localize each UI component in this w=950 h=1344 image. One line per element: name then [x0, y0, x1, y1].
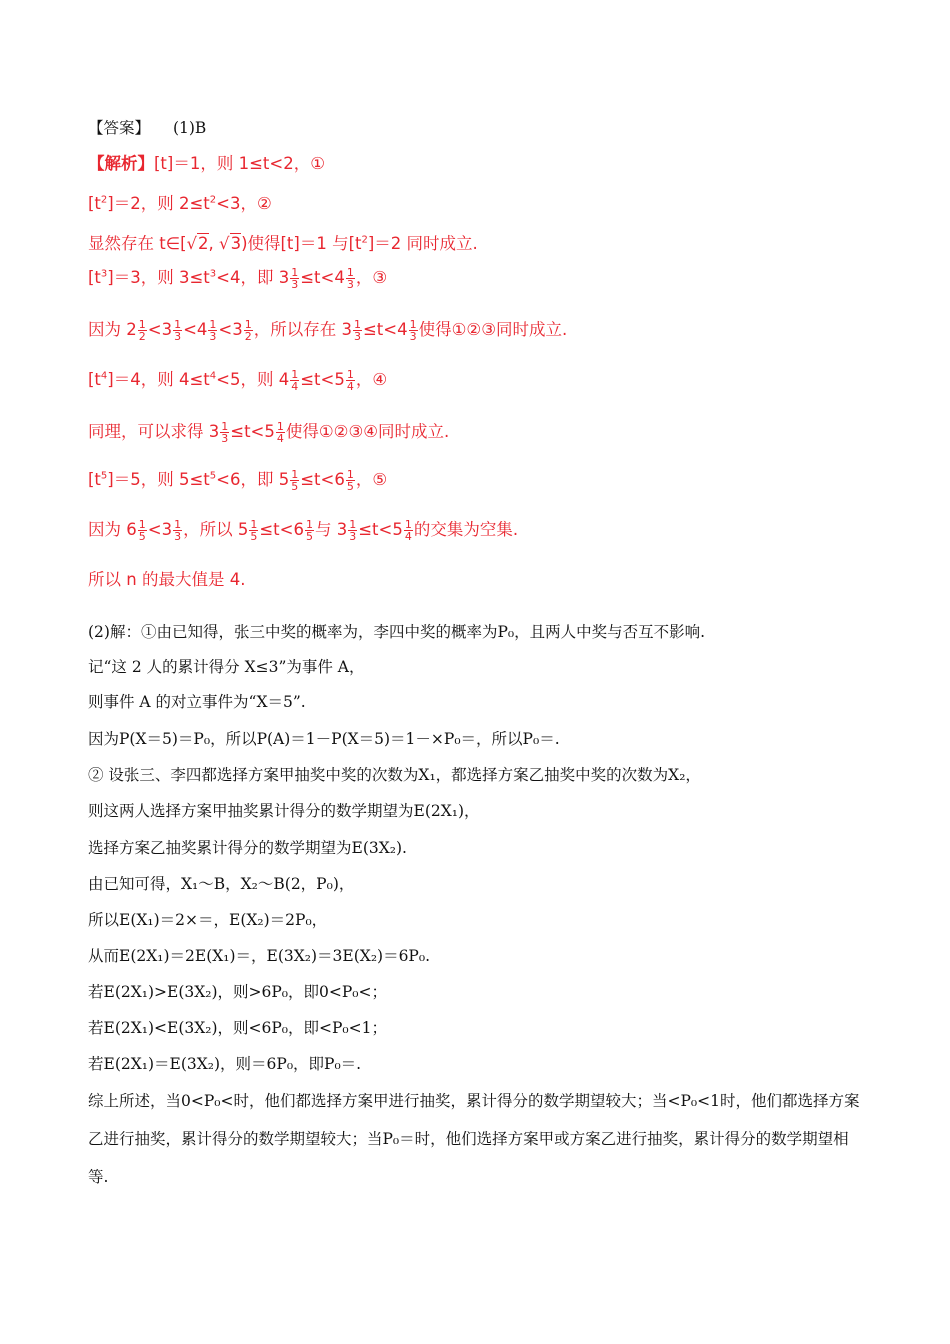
fraction: $\frac{1}{3}$ [174, 318, 182, 343]
part2-line-3: 则事件 A 的对立事件为“X＝5”. [88, 693, 306, 711]
fraction: $\frac{1}{3}$ [409, 318, 417, 343]
fraction: $\frac{1}{3}$ [221, 420, 229, 445]
analysis-line-2: $[t^2]=2$，则 $2\le t^2<3$，② [88, 194, 272, 213]
analysis-line-1: 【解析】[t]＝1，则 1≤t<2，① [88, 154, 325, 173]
part2-line-6: 则这两人选择方案甲抽奖累计得分的数学期望为E(2X₁)， [88, 802, 480, 820]
fraction: $\frac{1}{2}$ [244, 318, 252, 343]
analysis-line-3: 显然存在 t∈[√2, √3)使得[t]＝1 与$[t^2]=2$ 同时成立. [88, 234, 478, 253]
analysis-line-4: $[t^3]=3$，则 $3\le t^3<4$，即 3 $\frac{1}{3}$ ≤t<4 $\frac{1}{3}$ ，③ [88, 266, 388, 291]
analysis-label: 【解析】 [88, 154, 154, 173]
fraction: $\frac{1}{3}$ [209, 318, 217, 343]
fraction: $\frac{1}{3}$ [353, 318, 361, 343]
part2-line-7: 选择方案乙抽奖累计得分的数学期望为E(3X₂). [88, 839, 407, 857]
fraction: $\frac{1}{5}$ [250, 518, 258, 543]
fraction: $\frac{1}{4}$ [291, 368, 299, 393]
fraction: $\frac{1}{3}$ [349, 518, 357, 543]
part2-line-4: 因为P(X＝5)＝P₀，所以P(A)＝1－P(X＝5)＝1－×P₀＝，所以P₀＝. [88, 730, 560, 748]
analysis-line-5: 因为 2 $\frac{1}{2}$ <3 $\frac{1}{3}$ <4 $\frac{1}{3}$ <3 $\frac{1}{2}$ ，所以存在 3 $\frac{1}{3}$ ≤t<4 $\frac{1}{3}$ 使得①②③同时成立. [88, 318, 568, 343]
fraction: $\frac{1}{3}$ [346, 266, 354, 291]
part2-line-13: 若E(2X₁)＝E(3X₂)，则＝6P₀，即P₀＝. [88, 1055, 362, 1073]
fraction: $\frac{1}{4}$ [276, 420, 284, 445]
part2-line-12: 若E(2X₁)<E(3X₂)，则<6P₀，即<P₀<1； [88, 1019, 387, 1037]
fraction: $\frac{1}{4}$ [346, 368, 354, 393]
analysis-line-8: $[t^5]=5$，则 $5\le t^5<6$，即 5 $\frac{1}{5}$ ≤t<6 $\frac{1}{5}$ ，⑤ [88, 468, 388, 493]
fraction: $\frac{1}{5}$ [305, 518, 313, 543]
fraction: $\frac{1}{4}$ [404, 518, 412, 543]
part2-conclusion: 综上所述，当0<P₀<时，他们都选择方案甲进行抽奖，累计得分的数学期望较大；当<P₀<1时，他们都选择方案乙进行抽奖，累计得分的数学期望较大；当P₀＝时，他们选择方案甲或方案乙进行抽奖，累计得分的数学期望相等. [88, 1092, 860, 1186]
analysis-line-7: 同理，可以求得 3 $\frac{1}{3}$ ≤t<5 $\frac{1}{4}$ 使得①②③④同时成立. [88, 420, 450, 445]
fraction: $\frac{1}{3}$ [174, 518, 182, 543]
fraction: $\frac{1}{5}$ [346, 468, 354, 493]
fraction: $\frac{1}{5}$ [291, 468, 299, 493]
analysis-line-10: 所以 n 的最大值是 4. [88, 570, 246, 589]
part2-line-9: 所以E(X₁)＝2×＝，E(X₂)＝2P₀， [88, 911, 328, 929]
answer-label: 【答案】 [88, 119, 151, 137]
part2-line-1: (2)解：①由已知得，张三中奖的概率为，李四中奖的概率为P₀，且两人中奖与否互不影响. [88, 623, 706, 641]
part2-line-2: 记“这 2 人的累计得分 X≤3”为事件 A， [88, 658, 365, 676]
answer-line [88, 116, 206, 138]
part2-line-10: 从而E(2X₁)＝2E(X₁)＝，E(3X₂)＝3E(X₂)＝6P₀. [88, 947, 431, 965]
answer-value: (1)B [172, 119, 207, 137]
fraction: $\frac{1}{5}$ [138, 518, 146, 543]
part2-line-11: 若E(2X₁)>E(3X₂)，则>6P₀，即0<P₀<； [88, 983, 387, 1001]
part2-line-5: ② 设张三、李四都选择方案甲抽奖中奖的次数为X₁，都选择方案乙抽奖中奖的次数为X₂， [88, 766, 701, 784]
fraction: $\frac{1}{3}$ [291, 266, 299, 291]
analysis-line-6: $[t^4]=4$，则 $4\le t^4<5$，则 4 $\frac{1}{4}$ ≤t<5 $\frac{1}{4}$ ，④ [88, 368, 388, 393]
analysis-line-9: 因为 6 $\frac{1}{5}$ <3 $\frac{1}{3}$ ，所以 5 $\frac{1}{5}$ ≤t<6 $\frac{1}{5}$ 与 3 $\frac{1}{3}$ ≤t<5 $\frac{1}{4}$ 的交集为空集. [88, 518, 519, 543]
fraction: $\frac{1}{2}$ [138, 318, 146, 343]
part2-line-8: 由已知可得，X₁～B，X₂～B(2，P₀)， [88, 875, 355, 893]
